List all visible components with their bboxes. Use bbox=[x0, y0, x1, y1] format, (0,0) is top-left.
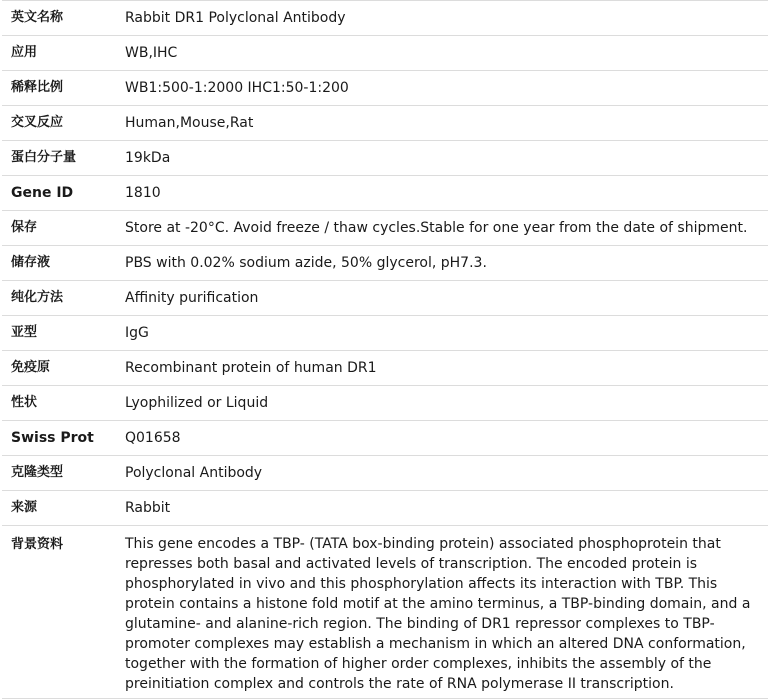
spec-value: Store at -20°C. Avoid freeze / thaw cycles.Stable for one year from the date of shipment. bbox=[125, 211, 768, 246]
spec-label: 性状 bbox=[2, 386, 125, 421]
spec-row-dilution bbox=[2, 71, 768, 106]
spec-label: 储存液 bbox=[2, 246, 125, 281]
spec-label: 克隆类型 bbox=[2, 456, 125, 491]
spec-label: Gene ID bbox=[2, 176, 125, 211]
spec-row-swiss-prot bbox=[2, 421, 768, 456]
spec-row-application bbox=[2, 36, 768, 71]
spec-row-english-name bbox=[2, 1, 768, 36]
spec-label: 交叉反应 bbox=[2, 106, 125, 141]
spec-value: Affinity purification bbox=[125, 281, 768, 316]
spec-value: Human,Mouse,Rat bbox=[125, 106, 768, 141]
spec-row-clonality bbox=[2, 456, 768, 491]
spec-value: Rabbit bbox=[125, 491, 768, 526]
spec-label: Swiss Prot bbox=[2, 421, 125, 456]
spec-label: 来源 bbox=[2, 491, 125, 526]
spec-value: WB,IHC bbox=[125, 36, 768, 71]
spec-label: 纯化方法 bbox=[2, 281, 125, 316]
spec-value: Q01658 bbox=[125, 421, 768, 456]
spec-row-purification bbox=[2, 281, 768, 316]
spec-row-molecular-weight bbox=[2, 141, 768, 176]
spec-label: 蛋白分子量 bbox=[2, 141, 125, 176]
spec-label: 免疫原 bbox=[2, 351, 125, 386]
spec-value: This gene encodes a TBP- (TATA box-binding protein) associated phosphoprotein that represses both basal and activated levels of transcription. The encoded protein is phosphorylated in vivo and this phosphorylation affects its interaction with TBP. This protein contains a histone fold motif at the amino terminus, a TBP-binding domain, and a glutamine- and alanine-rich region. The binding of DR1 repressor complexes to TBP-promoter complexes may establish a mechanism in which an altered DNA conformation, together with the formation of higher order complexes, inhibits the assembly of the preinitiation complex and controls the rate of RNA polymerase II transcription. bbox=[125, 526, 768, 699]
spec-label: 亚型 bbox=[2, 316, 125, 351]
spec-value: 19kDa bbox=[125, 141, 768, 176]
product-spec-table bbox=[2, 0, 768, 699]
spec-label: 应用 bbox=[2, 36, 125, 71]
spec-value: PBS with 0.02% sodium azide, 50% glycerol, pH7.3. bbox=[125, 246, 768, 281]
spec-row-form bbox=[2, 386, 768, 421]
spec-row-background bbox=[2, 526, 768, 699]
spec-value: IgG bbox=[125, 316, 768, 351]
spec-row-immunogen bbox=[2, 351, 768, 386]
spec-label: 保存 bbox=[2, 211, 125, 246]
spec-label: 背景资料 bbox=[2, 526, 125, 699]
spec-row-storage bbox=[2, 211, 768, 246]
spec-row-cross-reactivity bbox=[2, 106, 768, 141]
spec-value: WB1:500-1:2000 IHC1:50-1:200 bbox=[125, 71, 768, 106]
spec-value: 1810 bbox=[125, 176, 768, 211]
spec-value: Polyclonal Antibody bbox=[125, 456, 768, 491]
spec-row-host bbox=[2, 491, 768, 526]
spec-label: 英文名称 bbox=[2, 1, 125, 36]
spec-value: Rabbit DR1 Polyclonal Antibody bbox=[125, 1, 768, 36]
spec-label: 稀释比例 bbox=[2, 71, 125, 106]
spec-row-buffer bbox=[2, 246, 768, 281]
spec-row-gene-id bbox=[2, 176, 768, 211]
spec-row-isotype bbox=[2, 316, 768, 351]
spec-value: Lyophilized or Liquid bbox=[125, 386, 768, 421]
spec-value: Recombinant protein of human DR1 bbox=[125, 351, 768, 386]
